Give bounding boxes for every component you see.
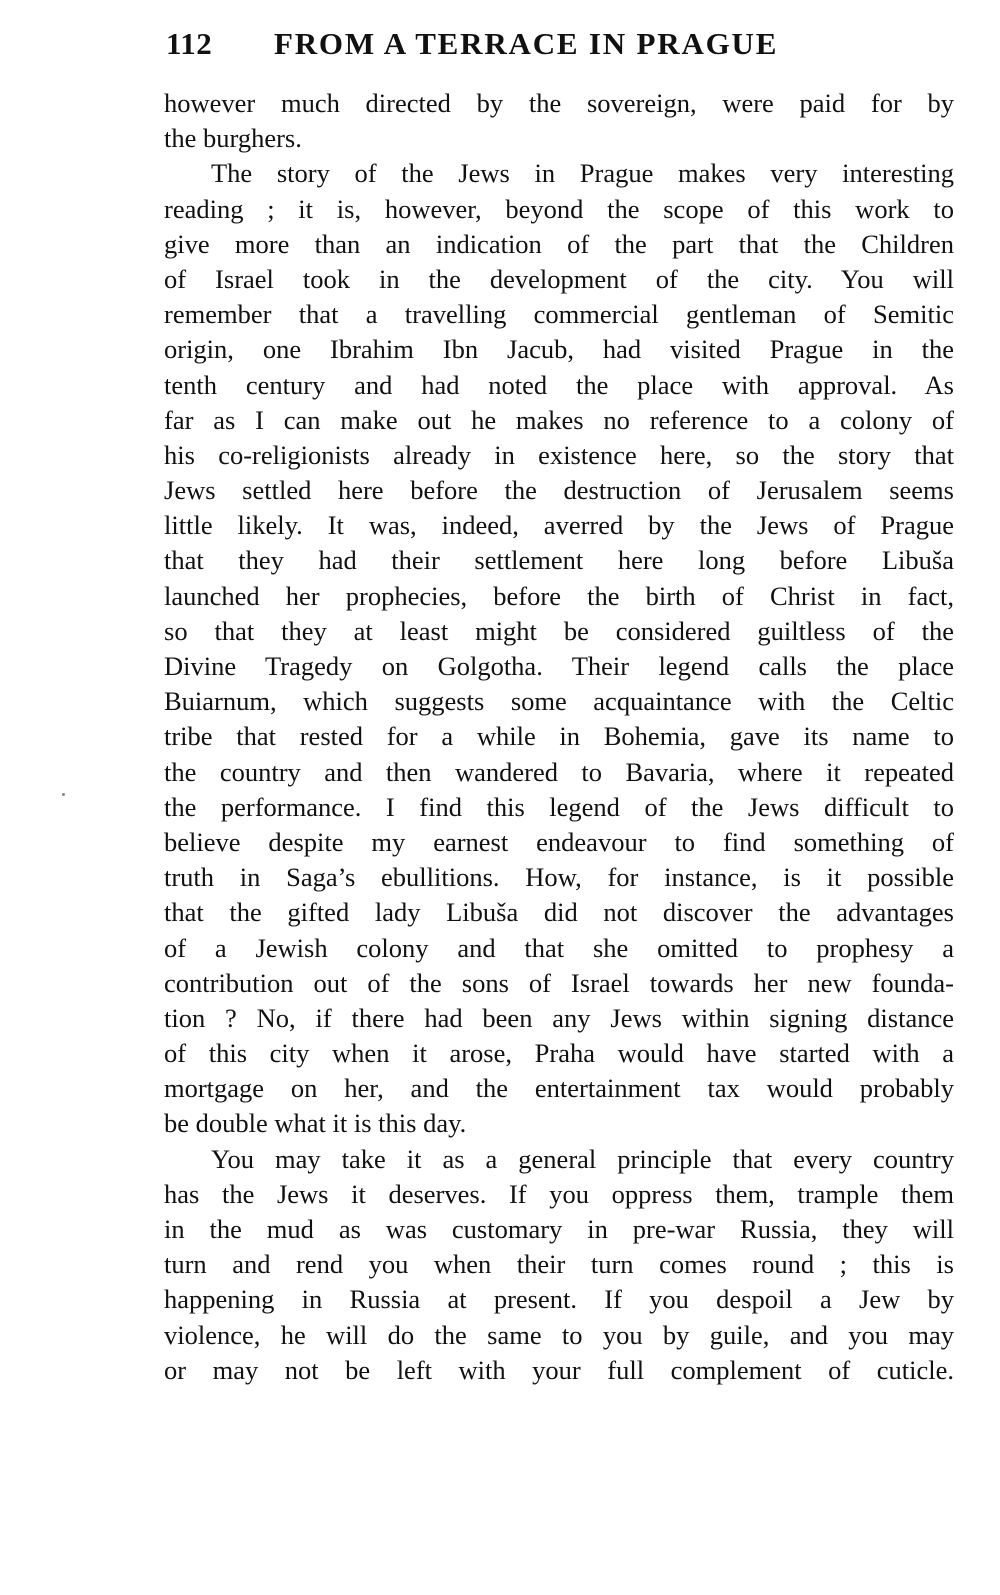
text-line: however much directed by the sovereign, were paid for by xyxy=(164,88,954,118)
text-line: that the gifted lady Libuša did not discover the advantages xyxy=(164,897,954,928)
text-line: has the Jews it deserves. If you oppress them, trample them xyxy=(164,1178,954,1209)
text-line: mortgage on her, and the entertainment tax would probably xyxy=(164,1073,954,1104)
scan-speck xyxy=(62,793,65,796)
running-header xyxy=(166,26,956,74)
text-line: contribution out of the sons of Israel towards her new founda- xyxy=(164,967,954,998)
text-line: his co-religionists already in existence here, so the story that xyxy=(164,439,954,470)
text-line: the performance. I find this legend of the Jews difficult to xyxy=(164,791,954,822)
text-line: give more than an indication of the part that the Children xyxy=(164,228,954,259)
text-line: little likely. It was, indeed, averred by the Jews of Prague xyxy=(164,510,954,541)
text-line: launched her prophecies, before the birth of Christ in fact, xyxy=(164,580,954,611)
paragraph xyxy=(164,86,954,156)
text-line: of Israel took in the development of the city. You will xyxy=(164,263,954,294)
paragraph xyxy=(164,156,954,1141)
text-line: in the mud as was customary in pre-war Russia, they will xyxy=(164,1214,954,1244)
text-line: of a Jewish colony and that she omitted to prophesy a xyxy=(164,932,954,963)
text-line: tion ? No, if there had been any Jews within signing distance xyxy=(164,1002,954,1033)
text-line: the burghers. xyxy=(164,123,302,154)
text-line: reading ; it is, however, beyond the scope of this work to xyxy=(164,193,954,224)
text-line: violence, he will do the same to you by guile, and you may xyxy=(164,1319,954,1350)
text-line: be double what it is this day. xyxy=(164,1108,467,1139)
text-line: so that they at least might be considered guiltless of the xyxy=(164,615,954,646)
text-line: You may take it as a general principle that every country xyxy=(211,1143,954,1174)
text-line: Divine Tragedy on Golgotha. Their legend calls the place xyxy=(164,651,954,681)
text-line: Buiarnum, which suggests some acquaintance with the Celtic xyxy=(164,686,954,717)
text-line: tenth century and had noted the place with approval. As xyxy=(164,369,954,400)
text-line: turn and rend you when their turn comes round ; this is xyxy=(164,1249,954,1280)
text-line: believe despite my earnest endeavour to find something of xyxy=(164,826,954,857)
text-line: happening in Russia at present. If you despoil a Jew by xyxy=(164,1284,954,1315)
text-line: truth in Saga’s ebullitions. How, for instance, is it possible xyxy=(164,862,954,893)
paragraph xyxy=(164,1142,954,1388)
text-line: remember that a travelling commercial gentleman of Semitic xyxy=(164,299,954,330)
page-number: 112 xyxy=(166,26,213,61)
running-title: FROM A TERRACE IN PRAGUE xyxy=(274,26,779,61)
text-line: or may not be left with your full complement of cuticle. xyxy=(164,1354,954,1385)
text-line: of this city when it arose, Praha would have started with a xyxy=(164,1038,954,1069)
body-text xyxy=(164,86,954,1388)
text-line: the country and then wandered to Bavaria, where it repeated xyxy=(164,756,954,787)
text-line: tribe that rested for a while in Bohemia, gave its name to xyxy=(164,721,954,752)
text-line: The story of the Jews in Prague makes very interesting xyxy=(211,158,954,189)
text-line: far as I can make out he makes no reference to a colony of xyxy=(164,404,954,435)
text-line: Jews settled here before the destruction of Jerusalem seems xyxy=(164,475,954,506)
text-line: origin, one Ibrahim Ibn Jacub, had visited Prague in the xyxy=(164,334,954,365)
text-line: that they had their settlement here long before Libuša xyxy=(164,545,954,576)
